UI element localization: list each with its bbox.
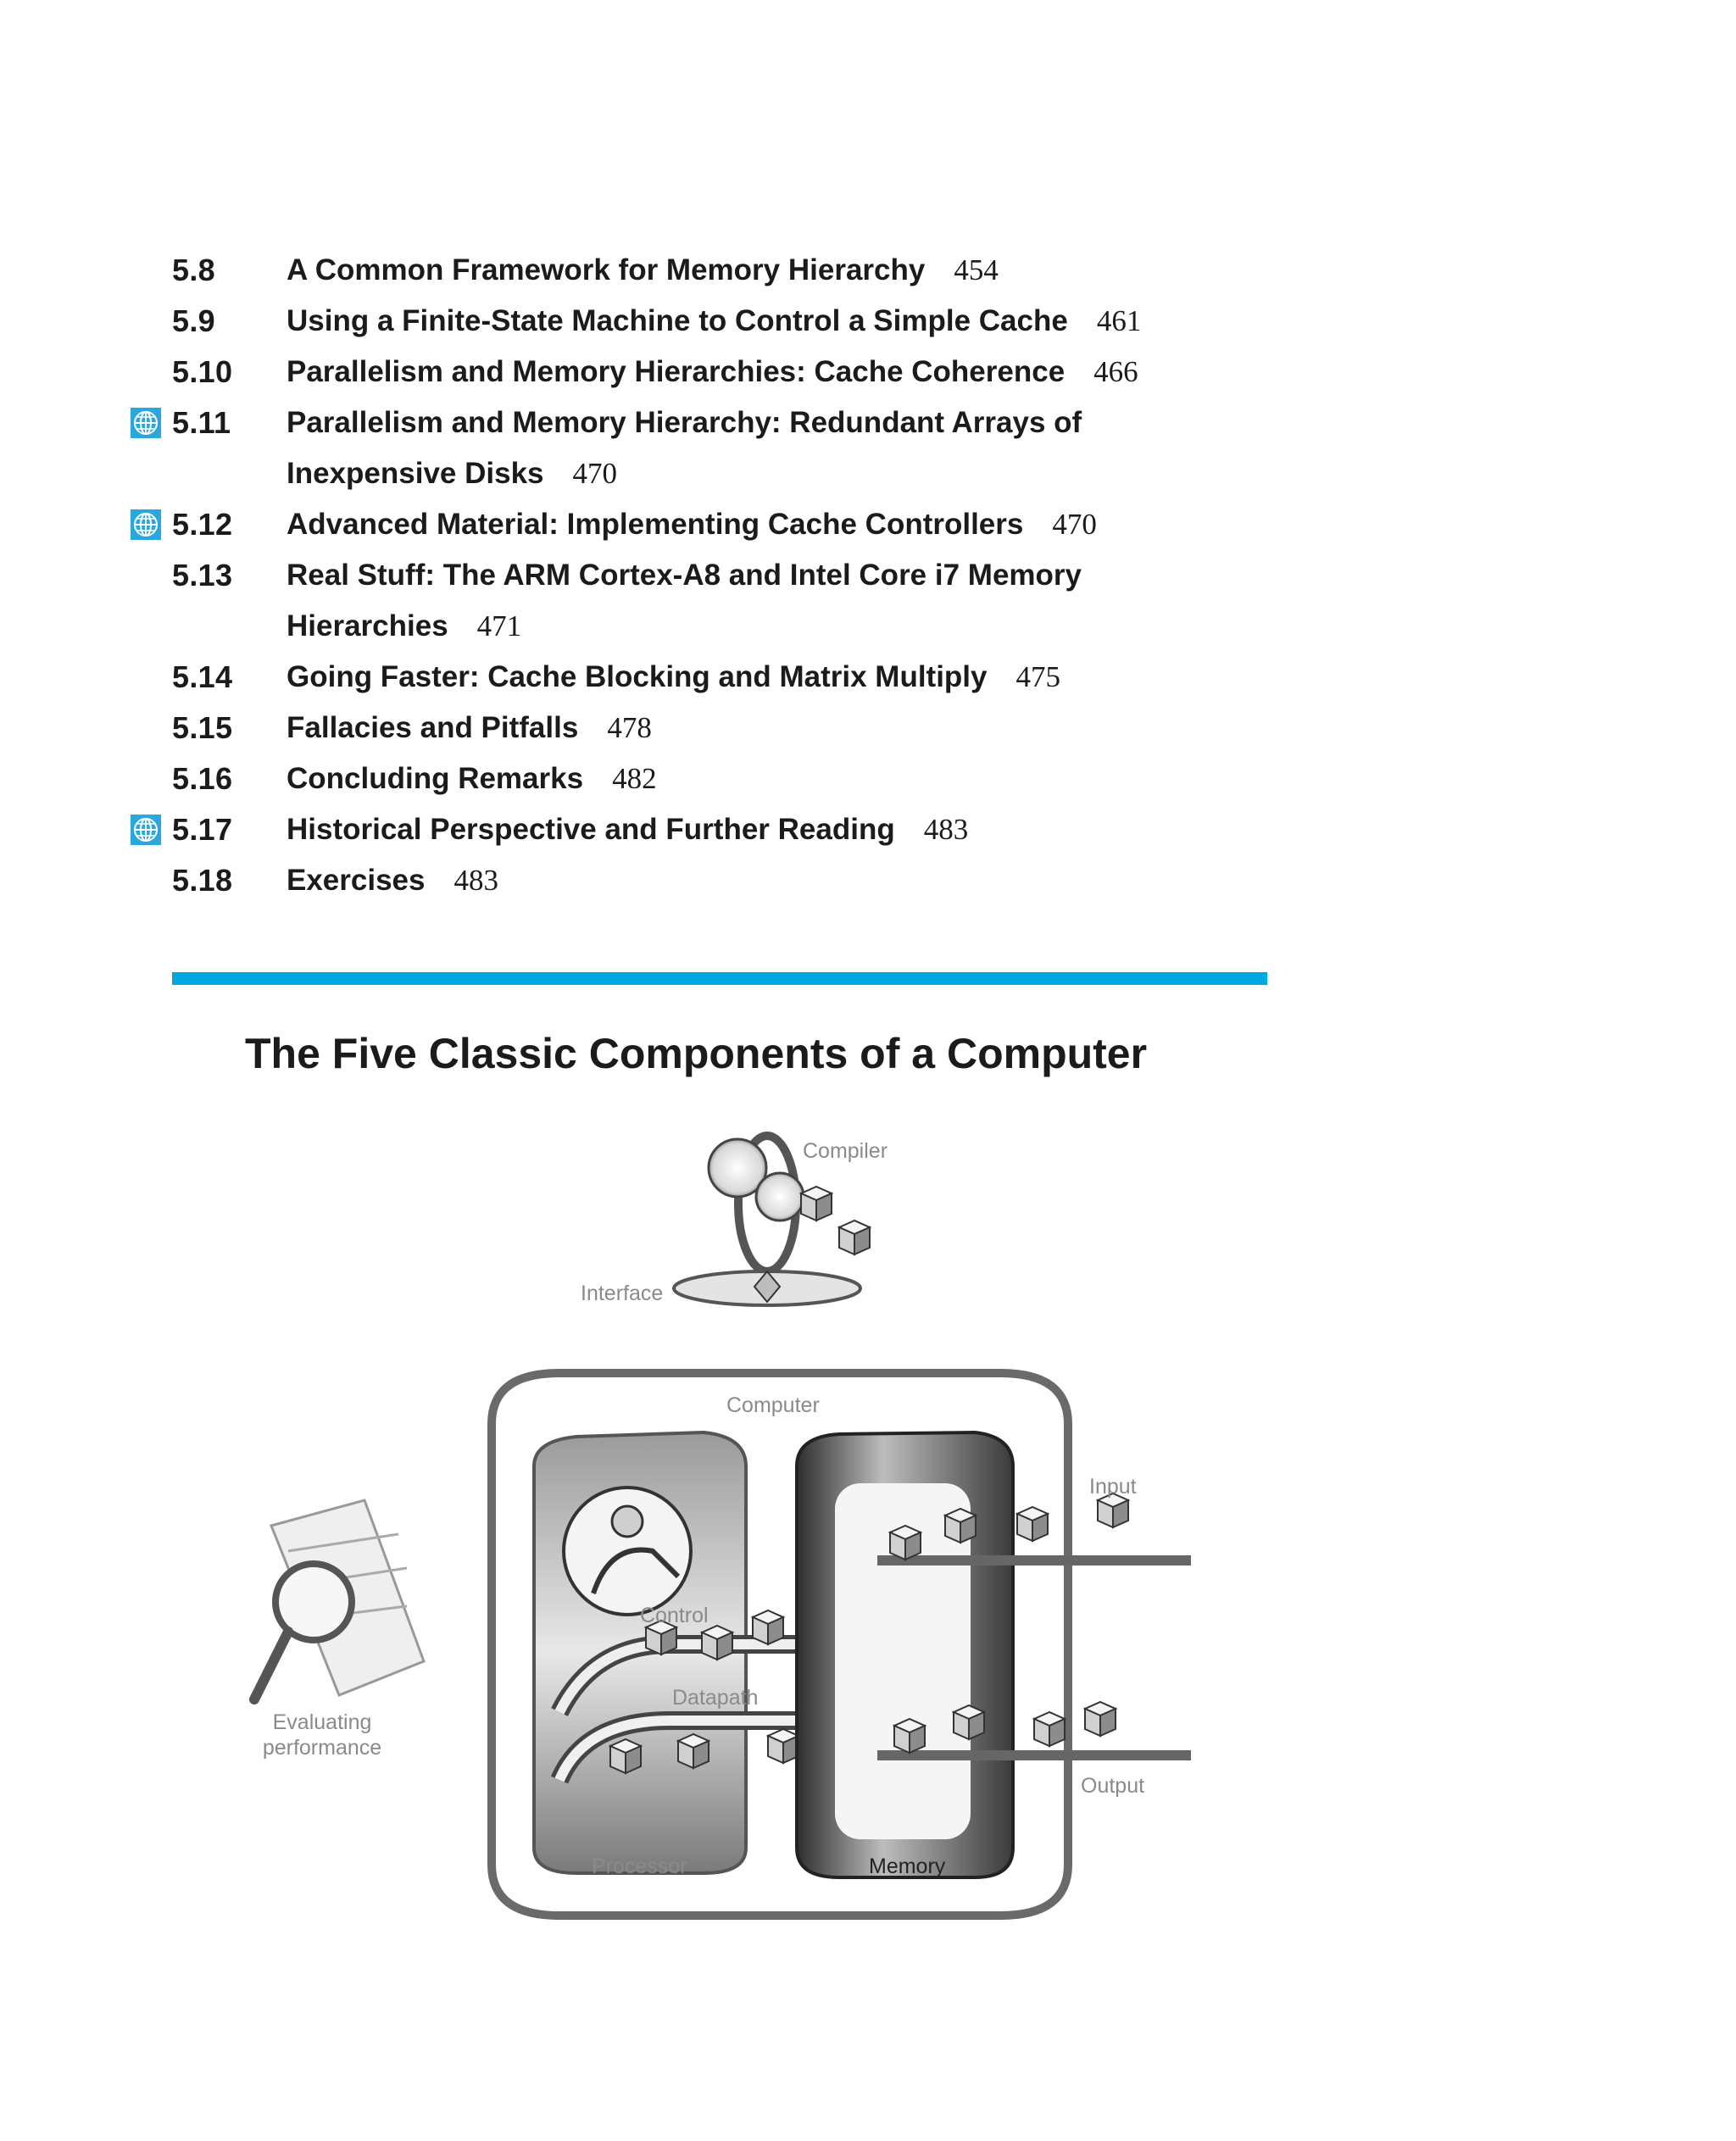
toc-entry[interactable] <box>0 804 1356 855</box>
section-title: Parallelism and Memory Hierarchy: Redundant Arrays of <box>287 406 1082 439</box>
page-number: 454 <box>954 253 999 286</box>
section-title: Hierarchies 471 <box>287 609 522 642</box>
section-title: Using a Finite-State Machine to Control a Simple Cache 461 <box>287 304 1142 337</box>
toc-entry[interactable] <box>0 296 1356 347</box>
computer-illustration <box>492 1373 1068 1916</box>
section-number: 5.18 <box>172 863 233 898</box>
section-number: 5.14 <box>172 659 233 694</box>
section-title: Concluding Remarks 482 <box>287 762 657 795</box>
section-title: Real Stuff: The ARM Cortex-A8 and Intel Core i7 Memory <box>287 559 1082 592</box>
section-title: A Common Framework for Memory Hierarchy 454 <box>287 253 999 286</box>
toc-entry[interactable] <box>0 550 1356 601</box>
section-title: Fallacies and Pitfalls 478 <box>287 711 652 744</box>
toc-entry-continuation[interactable] <box>0 601 1356 652</box>
section-number: 5.15 <box>172 710 233 745</box>
compiler-label: Compiler <box>803 1139 888 1163</box>
section-number: 5.11 <box>172 405 231 440</box>
page-number: 483 <box>453 864 498 897</box>
toc-entry[interactable] <box>0 754 1356 804</box>
toc-entry[interactable] <box>0 499 1356 550</box>
section-number: 5.8 <box>172 253 215 287</box>
performance-label: performance <box>262 1736 382 1760</box>
toc-entry[interactable] <box>0 245 1356 296</box>
toc-entry[interactable] <box>0 347 1356 398</box>
section-number: 5.16 <box>172 761 233 796</box>
memory-label: Memory <box>869 1855 946 1878</box>
page-number: 470 <box>572 457 617 490</box>
toc-entry[interactable] <box>0 855 1356 906</box>
control-label: Control <box>640 1604 709 1627</box>
five-components-illustration <box>0 1102 1736 1949</box>
toc-entry[interactable] <box>0 703 1356 754</box>
computer-label: Computer <box>726 1393 820 1417</box>
globe-icon <box>131 408 161 438</box>
page-number: 482 <box>612 762 657 795</box>
section-number: 5.10 <box>172 354 233 389</box>
toc-entry[interactable] <box>0 398 1356 448</box>
page-number: 478 <box>607 711 652 744</box>
output-label: Output <box>1081 1774 1145 1798</box>
section-title: Advanced Material: Implementing Cache Controllers 470 <box>287 508 1097 541</box>
page-number: 475 <box>1015 660 1060 693</box>
toc-entry-continuation[interactable] <box>0 448 1356 499</box>
section-title: Parallelism and Memory Hierarchies: Cache Coherence 466 <box>287 355 1138 388</box>
section-number: 5.13 <box>172 558 233 592</box>
figure-heading: The Five Classic Components of a Computer <box>245 1030 1148 1077</box>
input-label: Input <box>1089 1475 1137 1499</box>
section-number: 5.9 <box>172 303 215 338</box>
section-divider <box>172 972 1267 985</box>
section-number: 5.17 <box>172 812 233 847</box>
interface-label: Interface <box>581 1282 664 1305</box>
magnifier-illustration <box>254 1500 424 1699</box>
globe-icon <box>131 815 161 845</box>
page-number: 466 <box>1093 355 1138 388</box>
page-number: 483 <box>923 813 969 846</box>
evaluating-label: Evaluating <box>272 1710 372 1734</box>
datapath-label: Datapath <box>672 1686 759 1710</box>
section-title: Historical Perspective and Further Reading 483 <box>287 813 969 846</box>
section-title: Going Faster: Cache Blocking and Matrix Multiply 475 <box>287 660 1060 693</box>
page-number: 471 <box>476 609 522 642</box>
page-number: 470 <box>1052 508 1097 541</box>
processor-label: Processor <box>592 1855 687 1878</box>
section-number: 5.12 <box>172 507 233 542</box>
section-title: Exercises 483 <box>287 864 498 897</box>
page-number: 461 <box>1096 304 1142 337</box>
toc-entry[interactable] <box>0 652 1356 703</box>
section-title: Inexpensive Disks 470 <box>287 457 617 490</box>
globe-icon <box>131 509 161 540</box>
